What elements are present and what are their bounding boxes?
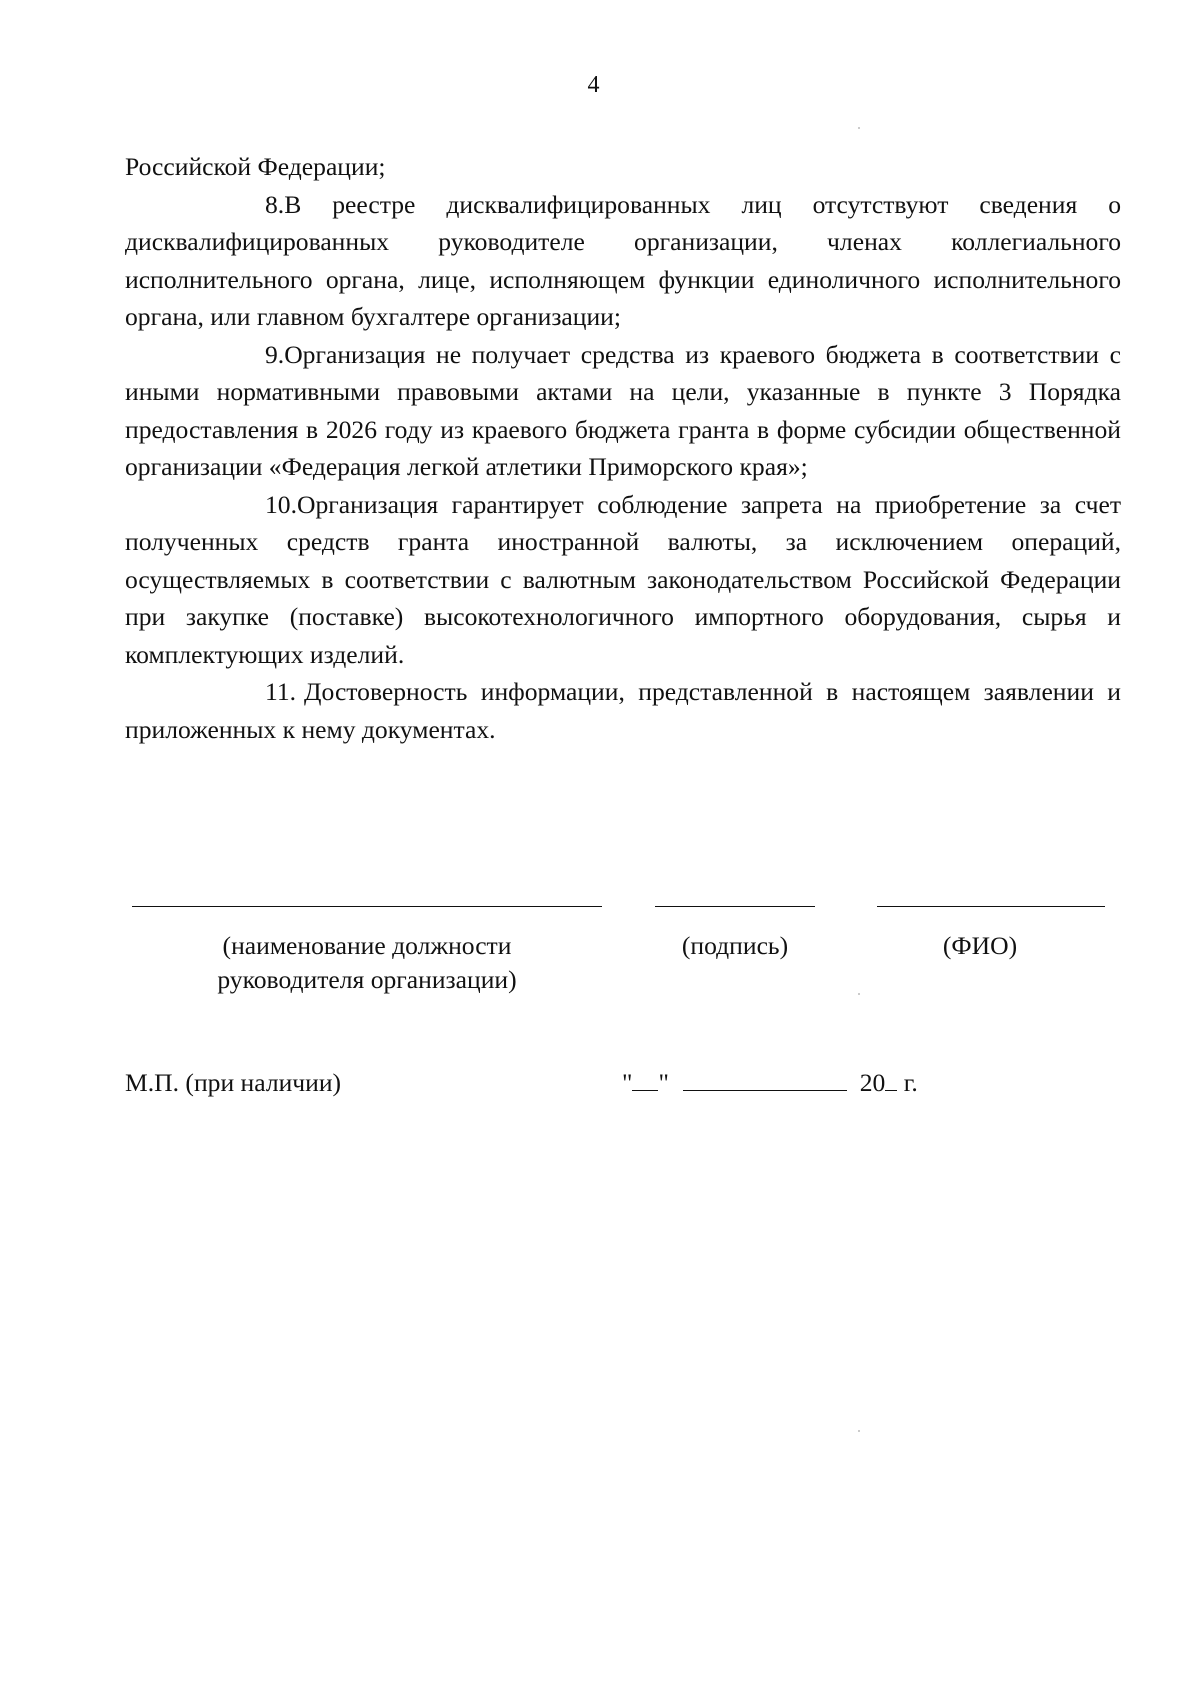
paragraph-8-number: 8. (265, 189, 285, 219)
paragraph-8 (125, 186, 1121, 336)
name-signature-line (877, 906, 1105, 907)
seal-label: М.П. (при наличии) (125, 1068, 342, 1097)
paragraph-10 (125, 486, 1121, 674)
paragraph-9-text: Организация не получает средства из краевого бюджета в соответствии с иными нормативными правовыми актами на цели, указанные в пункте 3 Порядка предоставления в 2026 году из краевого бюджета гранта в форме субсидии общественной организации «Федерация легкой атлетики Приморского края»; (125, 339, 1121, 481)
paragraph-10-number: 10. (265, 489, 297, 519)
day-blank (632, 1070, 658, 1091)
paragraph-9 (125, 336, 1121, 486)
signature-line (655, 906, 815, 907)
paragraph-11-number: 11. (265, 677, 297, 706)
date-field (622, 1068, 918, 1098)
paragraph-11 (125, 673, 1121, 748)
paragraph-8-text: В реестре дисквалифицированных лиц отсутствуют сведения о дисквалифицированных руководителе организации, членах коллегиального исполнительного органа, лице, исполняющем функции единоличного исполнительного органа, или главном бухгалтере организации; (125, 189, 1121, 331)
position-caption (172, 929, 562, 997)
name-caption: (ФИО) (942, 931, 1018, 960)
scan-speck (858, 993, 860, 995)
year-blank (885, 1070, 897, 1091)
paragraph-10-text: Организация гарантирует соблюдение запрета на приобретение за счет полученных средств гранта иностранной валюты, за исключением операций, осуществляемых в соответствии с валютным законодательством Российской Федерации при закупке (поставке) высокотехнологичного импортного оборудования, сырья и комплектующих изделий. (125, 489, 1121, 669)
year-prefix: 20 (859, 1068, 886, 1097)
paragraph-9-number: 9. (265, 339, 285, 369)
position-caption-line-1: (наименование должности (222, 931, 512, 960)
page-number: 4 (587, 72, 600, 98)
date-quote-close: " (658, 1068, 669, 1097)
month-blank (683, 1070, 847, 1091)
scan-speck (858, 127, 860, 129)
date-quote-open: " (622, 1068, 633, 1097)
year-suffix: г. (897, 1068, 918, 1097)
document-body (125, 148, 1121, 748)
position-caption-line-2: руководителя организации) (217, 965, 517, 994)
paragraph-11-text: Достоверность информации, представленной в настоящем заявлении и приложенных к нему документах. (125, 677, 1121, 744)
paragraph-continuation: Российской Федерации; (125, 152, 386, 181)
position-signature-line (132, 906, 602, 907)
scan-speck (858, 1430, 860, 1432)
signature-caption: (подпись) (681, 931, 789, 960)
